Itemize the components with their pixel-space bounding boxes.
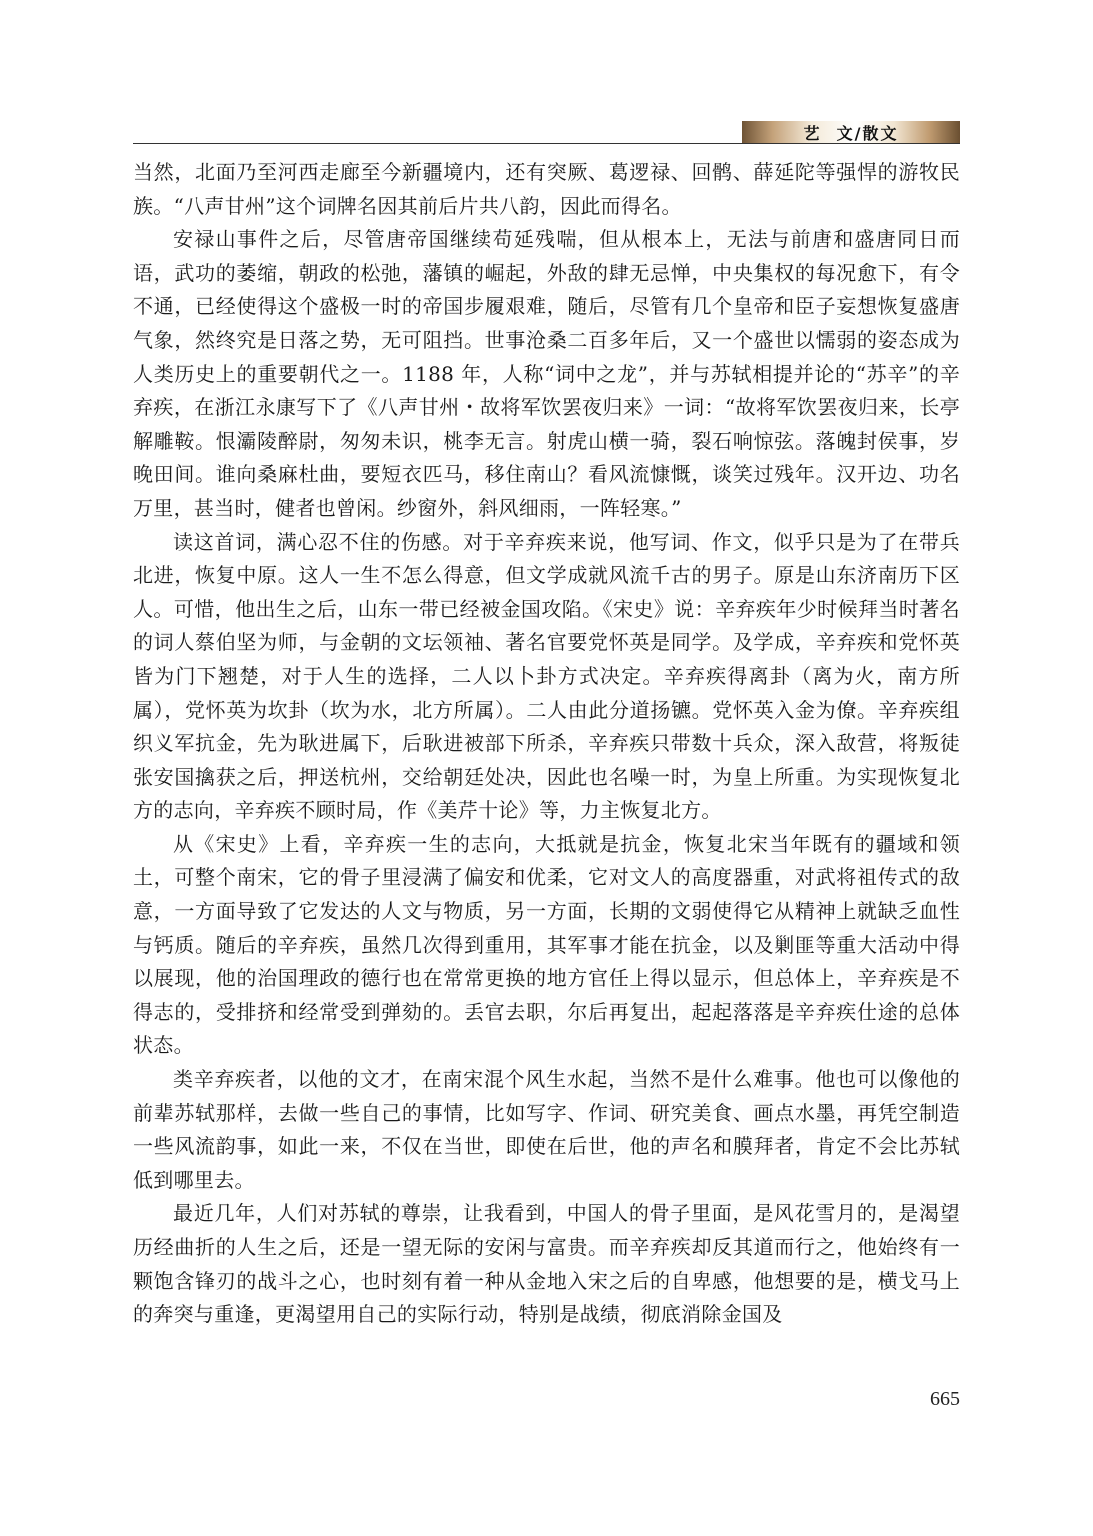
section-label: 艺 文/散文 bbox=[803, 123, 899, 143]
page-number: 665 bbox=[930, 1388, 960, 1410]
paragraph: 最近几年，人们对苏轼的尊崇，让我看到，中国人的骨子里面，是风花雪月的，是渴望历经曲折的人生之后，还是一望无际的安闲与富贵。而辛弃疾却反其道而行之，他始终有一颗饱含锋刃的战斗之心，也时刻有着一种从金地入宋之后的自卑感，他想要的是，横戈马上的奔突与重逢，更渴望用自己的实际行动，特别是战绩，彻底消除金国及 bbox=[133, 1201, 960, 1327]
section-header-band bbox=[742, 121, 960, 143]
body-text bbox=[133, 156, 960, 1332]
paragraph: 当然，北面乃至河西走廊至今新疆境内，还有突厥、葛逻禄、回鹘、薛延陀等强悍的游牧民族。“八声甘州”这个词牌名因其前后片共八韵，因此而得名。 bbox=[133, 160, 960, 218]
paragraph: 读这首词，满心忍不住的伤感。对于辛弃疾来说，他写词、作文，似乎只是为了在带兵北进，恢复中原。这人一生不怎么得意，但文学成就风流千古的男子。原是山东济南历下区人。可惜，他出生之后，山东一带已经被金国攻陷。《宋史》说：辛弃疾年少时候拜当时著名的词人蔡伯坚为师，与金朝的文坛领袖、著名官要党怀英是同学。及学成，辛弃疾和党怀英皆为门下翘楚，对于人生的选择，二人以卜卦方式决定。辛弃疾得离卦（离为火，南方所属），党怀英为坎卦（坎为水，北方所属）。二人由此分道扬镳。党怀英入金为僚。辛弃疾组织义军抗金，先为耿进属下，后耿进被部下所杀，辛弃疾只带数十兵众，深入敌营，将叛徒张安国擒获之后，押送杭州，交给朝廷处决，因此也名噪一时，为皇上所重。为实现恢复北方的志向，辛弃疾不顾时局，作《美芹十论》等，力主恢复北方。 bbox=[133, 529, 960, 823]
paragraph: 安禄山事件之后，尽管唐帝国继续苟延残喘，但从根本上，无法与前唐和盛唐同日而语，武功的萎缩，朝政的松弛，藩镇的崛起，外敌的肆无忌惮，中央集权的每况愈下，有令不通，已经使得这个盛极一时的帝国步履艰难，随后，尽管有几个皇帝和臣子妄想恢复盛唐气象，然终究是日落之势，无可阻挡。世事沧桑二百多年后，又一个盛世以懦弱的姿态成为人类历史上的重要朝代之一。1188 年，人称“词中之龙”，并与苏轼相提并论的“苏辛”的辛弃疾，在浙江永康写下了《八声甘州・故将军饮罢夜归来》一词：“故将军饮罢夜归来，长亭解雕鞍。恨灞陵醉尉，匆匆未识，桃李无言。射虎山横一骑，裂石响惊弦。落魄封侯事，岁晚田间。谁向桑麻杜曲，要短衣匹马，移住南山？看风流慷慨，谈笑过残年。汉开边、功名万里，甚当时，健者也曾闲。纱窗外，斜风细雨，一阵轻寒。” bbox=[133, 227, 960, 520]
header-divider bbox=[133, 143, 960, 144]
paragraph: 类辛弃疾者，以他的文才，在南宋混个风生水起，当然不是什么难事。他也可以像他的前辈苏轼那样，去做一些自己的事情，比如写字、作词、研究美食、画点水墨，再凭空制造一些风流韵事，如此一来，不仅在当世，即使在后世，他的声名和膜拜者，肯定不会比苏轼低到哪里去。 bbox=[133, 1067, 960, 1192]
paragraph: 从《宋史》上看，辛弃疾一生的志向，大抵就是抗金，恢复北宋当年既有的疆域和领土，可整个南宋，它的骨子里浸满了偏安和优柔，它对文人的高度器重，对武将祖传式的敌意，一方面导致了它发达的人文与物质，另一方面，长期的文弱使得它从精神上就缺乏血性与钙质。随后的辛弃疾，虽然几次得到重用，其军事才能在抗金，以及剿匪等重大活动中得以展现，他的治国理政的德行也在常常更换的地方官任上得以显示，但总体上，辛弃疾是不得志的，受排挤和经常受到弹劾的。丢官去职，尔后再复出，起起落落是辛弃疾仕途的总体状态。 bbox=[133, 831, 960, 1058]
